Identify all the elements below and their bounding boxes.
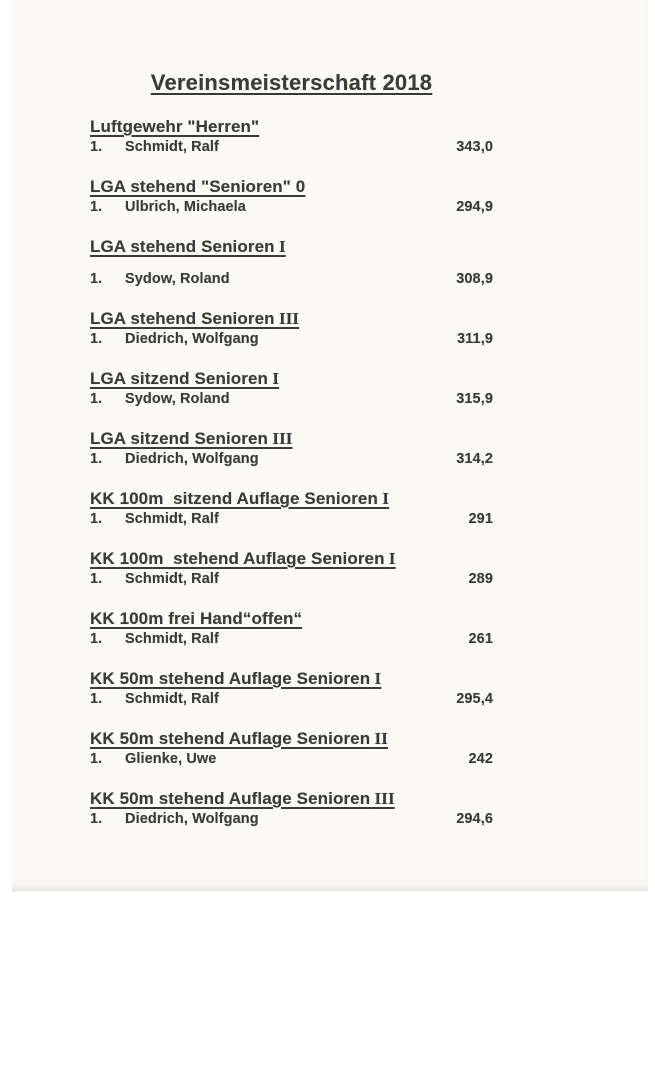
section-heading-numeral: I [370, 669, 382, 688]
section-kk-50m-senioren-3 [90, 789, 493, 828]
score-value: 289 [468, 571, 493, 587]
section-heading-text: Luftgewehr "Herren" [90, 117, 260, 136]
result-row [90, 631, 493, 648]
section-kk-50m-senioren-2 [90, 729, 493, 768]
section-heading [90, 729, 493, 749]
section-heading [90, 669, 493, 689]
result-row [90, 331, 493, 348]
section-heading [90, 369, 493, 389]
section-heading-numeral: I [377, 489, 390, 508]
rank-number: 1. [90, 331, 103, 347]
rank-number: 1. [90, 691, 103, 707]
page-title: Vereinsmeisterschaft 2018 [150, 70, 433, 95]
competitor-name: Glienke, Uwe [125, 751, 217, 767]
rank-number: 1. [90, 451, 103, 467]
competitor-name: Diedrich, Wolfgang [125, 451, 259, 467]
result-row [90, 691, 493, 708]
rank-number: 1. [90, 631, 103, 647]
rank-number: 1. [90, 391, 103, 407]
section-lga-stehend-senioren-3 [90, 309, 493, 348]
section-heading [90, 429, 493, 449]
section-luftgewehr-herren [90, 117, 493, 156]
score-value: 314,2 [456, 451, 493, 467]
section-lga-stehend-senioren-0 [90, 177, 493, 216]
rank-number: 1. [90, 199, 103, 215]
score-value: 295,4 [456, 691, 493, 707]
rank-number: 1. [90, 271, 103, 287]
score-value: 311,9 [457, 331, 493, 347]
result-row [90, 811, 493, 828]
section-kk-100m-stehend [90, 549, 493, 588]
section-kk-100m-sitzend [90, 489, 493, 528]
section-kk-50m-senioren-1 [90, 669, 493, 708]
section-heading-text: LGA sitzend Senioren [90, 369, 269, 388]
section-heading-numeral: I [384, 549, 396, 568]
section-heading-numeral: III [370, 789, 395, 808]
section-heading-text: LGA stehend Senioren [90, 237, 275, 256]
rank-number: 1. [90, 811, 103, 827]
section-heading-numeral: III [268, 429, 293, 448]
result-row [90, 199, 493, 216]
result-row [90, 139, 493, 156]
rank-number: 1. [90, 571, 103, 587]
section-lga-stehend-senioren-1 [90, 237, 493, 288]
section-heading-text: LGA stehend "Senioren" 0 [90, 177, 306, 196]
section-heading [90, 117, 493, 137]
section-heading [90, 309, 493, 329]
section-heading-text: KK 100m stehend Auflage Senioren [90, 549, 385, 568]
rank-number: 1. [90, 139, 103, 155]
section-heading-numeral: I [274, 237, 286, 256]
competitor-name: Schmidt, Ralf [125, 571, 219, 587]
rank-number: 1. [90, 751, 103, 767]
result-row [90, 511, 493, 528]
section-heading-text: KK 50m stehend Auflage Senioren [90, 729, 371, 748]
document-page [12, 0, 648, 891]
score-value: 261 [468, 631, 493, 647]
competitor-name: Diedrich, Wolfgang [125, 331, 259, 347]
score-value: 242 [468, 751, 493, 767]
document-content [90, 0, 493, 849]
competitor-name: Sydow, Roland [125, 271, 230, 287]
competitor-name: Sydow, Roland [125, 391, 230, 407]
score-value: 308,9 [456, 271, 493, 287]
section-heading [90, 177, 493, 197]
score-value: 294,9 [456, 199, 493, 215]
score-value: 291 [468, 511, 493, 527]
section-heading [90, 237, 493, 257]
score-value: 315,9 [456, 391, 493, 407]
section-heading-text: LGA stehend Senioren [90, 309, 275, 328]
section-heading [90, 789, 493, 809]
section-heading-numeral: II [370, 729, 388, 748]
competitor-name: Diedrich, Wolfgang [125, 811, 259, 827]
section-heading-text: KK 100m sitzend Auflage Senioren [90, 489, 378, 508]
result-row [90, 391, 493, 408]
section-heading [90, 489, 493, 509]
section-heading [90, 549, 493, 569]
section-heading [90, 609, 493, 629]
section-heading-text: KK 50m stehend Auflage Senioren [90, 669, 371, 688]
competitor-name: Ulbrich, Michaela [125, 199, 246, 215]
result-row [90, 451, 493, 468]
rank-number: 1. [90, 511, 103, 527]
section-kk-100m-frei-hand [90, 609, 493, 648]
section-heading-text: KK 100m frei Hand“offen“ [90, 609, 303, 628]
section-lga-sitzend-senioren-1 [90, 369, 493, 408]
section-lga-sitzend-senioren-3 [90, 429, 493, 468]
section-heading-numeral: III [274, 309, 300, 328]
competitor-name: Schmidt, Ralf [125, 691, 219, 707]
section-heading-text: LGA sitzend Senioren [90, 429, 269, 448]
result-row [90, 571, 493, 588]
competitor-name: Schmidt, Ralf [125, 139, 219, 155]
result-row [90, 271, 493, 288]
competitor-name: Schmidt, Ralf [125, 631, 219, 647]
section-heading-numeral: I [268, 369, 280, 388]
result-row [90, 751, 493, 768]
score-value: 343,0 [456, 139, 493, 155]
score-value: 294,6 [456, 811, 493, 827]
section-heading-text: KK 50m stehend Auflage Senioren [90, 789, 371, 808]
competitor-name: Schmidt, Ralf [125, 511, 219, 527]
